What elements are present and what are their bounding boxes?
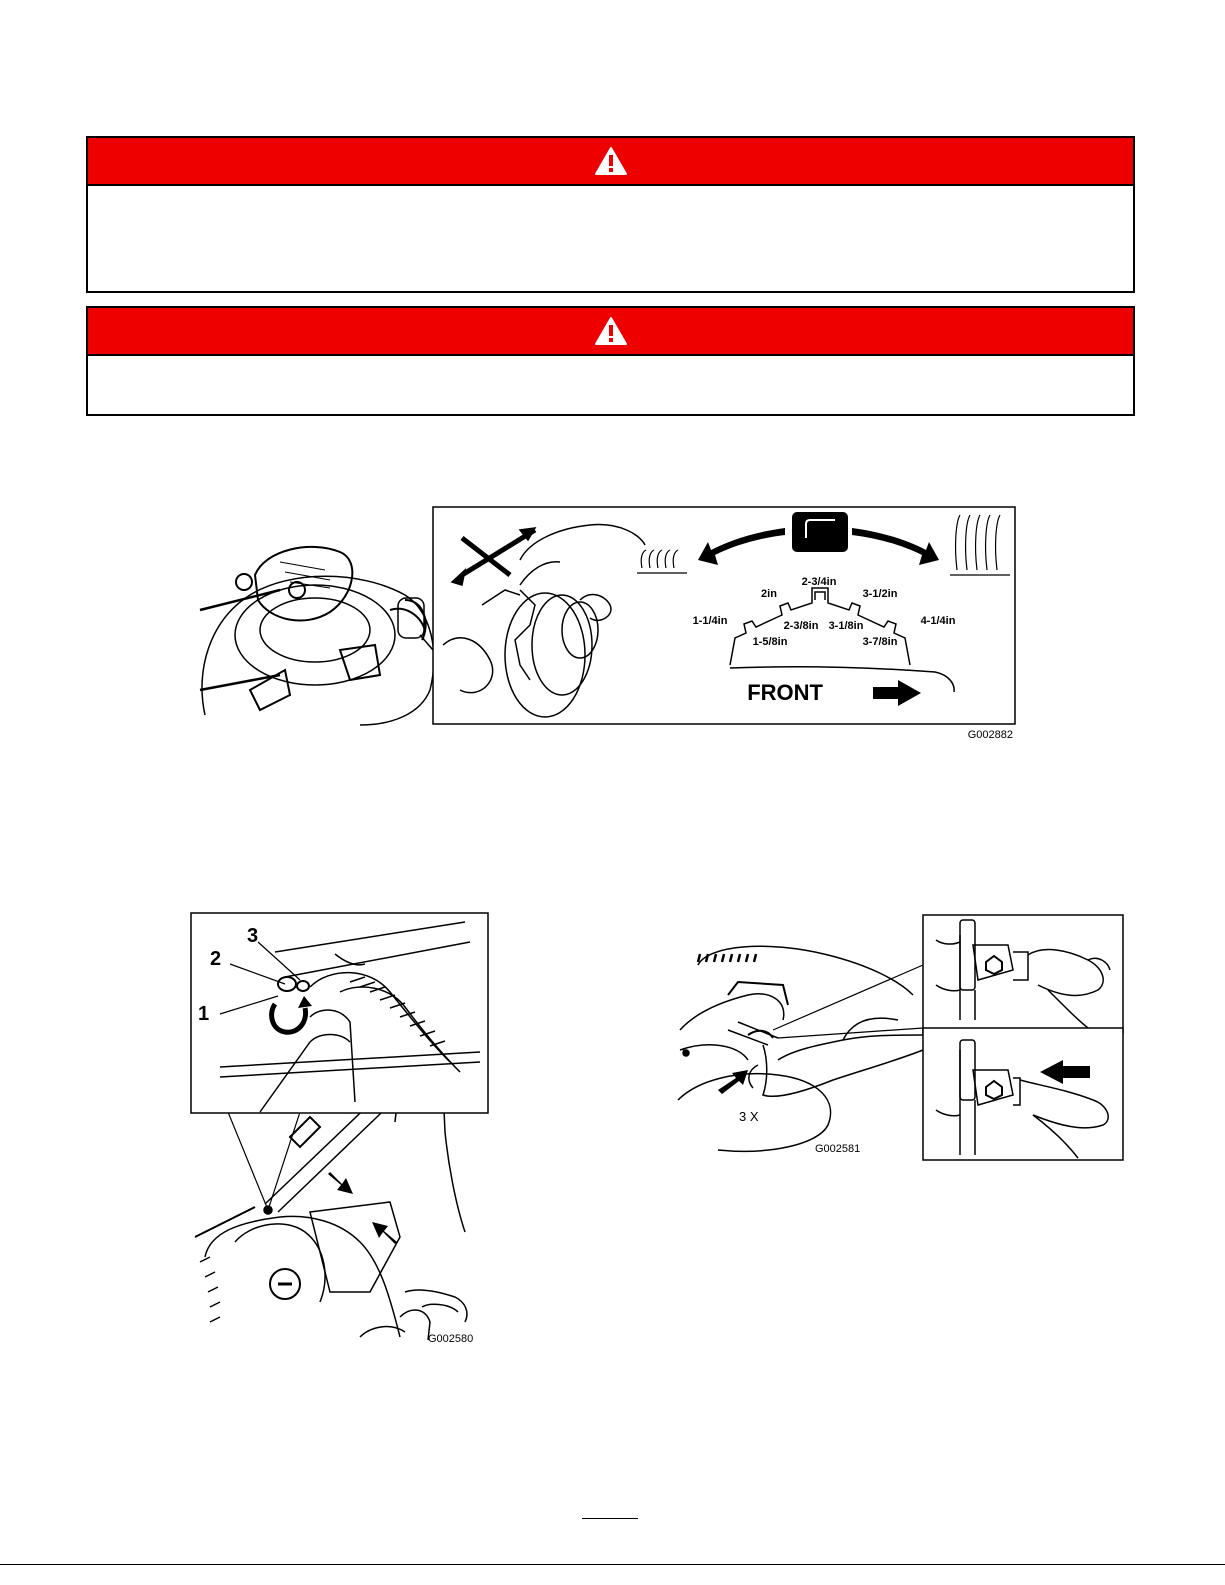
- handle-up-arrow-icon: [372, 1222, 397, 1244]
- callout-1: 1: [198, 1003, 210, 1025]
- page-number-rule: [582, 1518, 638, 1519]
- handle-out-arrow-icon: [328, 1172, 353, 1194]
- inset-top: [923, 915, 1123, 1033]
- figure-id: G002581: [815, 1143, 861, 1155]
- height-label-3-1-8: 3-1/8in: [828, 620, 864, 632]
- height-label-2: 2in: [761, 588, 777, 600]
- figure-washout: [668, 910, 1128, 1165]
- height-label-1-1-4: 1-1/4in: [692, 615, 728, 627]
- figure-id: G002882: [967, 729, 1013, 741]
- alert-triangle-icon: [594, 146, 628, 176]
- figure-height-adjust: [190, 500, 1040, 745]
- callout-3: 3: [247, 925, 259, 947]
- height-label-1-5-8: 1-5/8in: [752, 636, 788, 648]
- footer-rule: [0, 1564, 1225, 1565]
- height-label-3-1-2: 3-1/2in: [862, 588, 898, 600]
- front-label: FRONT: [747, 680, 823, 705]
- warning-box-1: [86, 136, 1135, 293]
- warning-header: [88, 138, 1133, 186]
- warning-header: [88, 308, 1133, 356]
- figure-id: G002580: [428, 1333, 474, 1345]
- height-label-3-7-8: 3-7/8in: [862, 636, 898, 648]
- warning-body: [88, 356, 1133, 376]
- push-arrow-icon: [718, 1070, 748, 1094]
- height-label-4-1-4: 4-1/4in: [920, 615, 956, 627]
- height-lever-knob: [792, 512, 848, 552]
- height-label-2-3-8: 2-3/8in: [783, 620, 819, 632]
- inset-bottom: [923, 1028, 1123, 1160]
- figure-handle-adjust: [190, 912, 490, 1352]
- washout-scene-illustration: [678, 946, 923, 1151]
- warning-body: [88, 186, 1133, 206]
- repeat-label: 3 X: [739, 1109, 759, 1124]
- height-label-2-3-4: 2-3/4in: [801, 576, 837, 588]
- alert-triangle-icon: [594, 316, 628, 346]
- warning-box-2: [86, 306, 1135, 416]
- callout-2: 2: [210, 948, 222, 970]
- mower-top-view-illustration: [200, 547, 434, 725]
